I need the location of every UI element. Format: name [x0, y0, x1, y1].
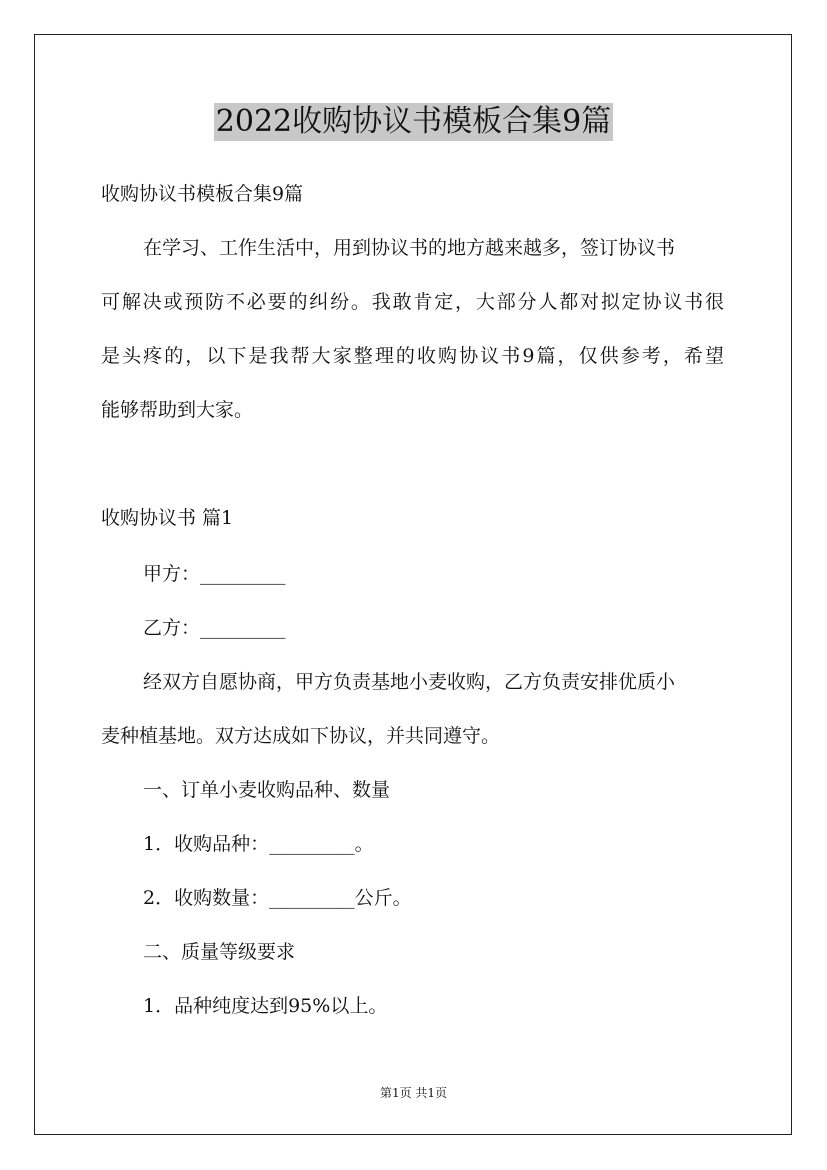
- intro-line-1: 在学习、工作生活中，用到协议书的地方越来越多，签订协议书: [143, 237, 676, 259]
- agreement-line-2: 麦种植基地。双方达成如下协议，并共同遵守。: [101, 725, 501, 747]
- intro-line-4: 能够帮助到大家。: [101, 399, 254, 421]
- clause-1-item-2: 2．收购数量：_________公斤。: [143, 887, 412, 909]
- document-title: 2022收购协议书模板合集9篇: [215, 104, 612, 139]
- title-container: [0, 103, 827, 141]
- intro-line-3: 是头疼的，以下是我帮大家整理的收购协议书9篇，仅供参考，希望: [101, 345, 724, 367]
- page-footer: 第1页 共1页: [379, 1086, 448, 1100]
- clause-1-heading: 一、订单小麦收购品种、数量: [143, 779, 391, 801]
- clause-2-heading: 二、质量等级要求: [143, 941, 296, 963]
- document-subtitle: 收购协议书模板合集9篇: [101, 183, 304, 205]
- agreement-line-1: 经双方自愿协商，甲方负责基地小麦收购，乙方负责安排优质小: [143, 671, 676, 693]
- party-a-line: 甲方：_________: [143, 563, 286, 585]
- section-heading: 收购协议书 篇1: [101, 507, 234, 529]
- intro-line-2: 可解决或预防不必要的纠纷。我敢肯定，大部分人都对拟定协议书很: [101, 291, 724, 313]
- party-b-line: 乙方：_________: [143, 617, 286, 639]
- clause-1-item-1: 1．收购品种：_________。: [143, 833, 374, 855]
- clause-2-item-1: 1．品种纯度达到95%以上。: [143, 995, 388, 1017]
